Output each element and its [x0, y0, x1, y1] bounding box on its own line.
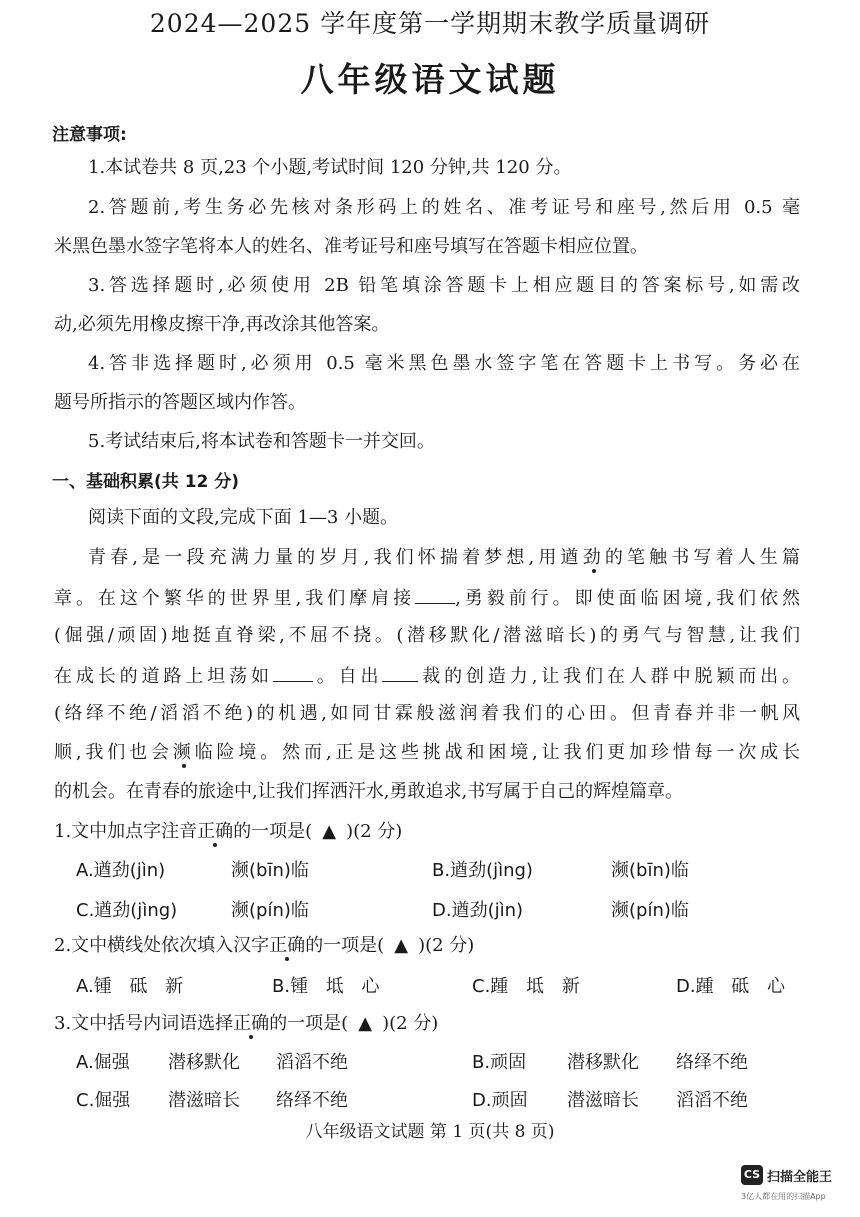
watermark-name: 扫描全能王 [767, 1170, 833, 1185]
q3-option-c-1: C.倔强 [76, 1090, 131, 1111]
q1-option-b: B.遒劲(jìng) [432, 860, 533, 881]
q3-option-c-3: 络绎不绝 [276, 1090, 348, 1111]
notice-item-4-cont: 题号所指示的答题区域内作答。 [54, 392, 306, 413]
q3-option-b-3: 络绎不绝 [676, 1052, 748, 1073]
q3-option-d-1: D.顽固 [472, 1090, 528, 1111]
q1-option-b-2: 濒(bīn)临 [611, 860, 689, 881]
q1-option-c-2: 濒(pín)临 [231, 900, 309, 921]
answer-mark: ▲ [358, 1013, 373, 1034]
notice-item-3: 3.答选择题时,必须使用 2B 铅笔填涂答题卡上相应题目的答案标号,如需改 [88, 275, 800, 296]
passage-line-4: 在成长的道路上坦荡如 。自出 裁的创造力,让我们在人群中脱颖而出。 [54, 663, 800, 689]
q1-option-a: A.遒劲(jìn) [76, 860, 166, 881]
notice-heading: 注意事项: [52, 125, 127, 145]
fill-blank-2 [273, 663, 313, 682]
q2-option-c: C.踵 坻 新 [472, 976, 580, 997]
answer-mark: ▲ [322, 821, 337, 842]
fill-blank-3 [382, 663, 418, 682]
scanner-watermark [741, 1165, 849, 1205]
question-1-stem: 1.文中加点字注音正确的一项是( ▲ )(2 分) [54, 821, 403, 842]
q2-option-b: B.锺 坻 心 [272, 976, 380, 997]
notice-item-2-cont: 米黑色墨水签字笔将本人的姓名、准考证号和座号填写在答题卡相应位置。 [54, 236, 648, 257]
passage-line-7: 的机会。在青春的旅途中,让我们挥洒汗水,勇敢追求,书写属于自己的辉煌篇章。 [54, 781, 684, 802]
watermark-tagline: 3亿人都在用的扫描App [741, 1192, 826, 1201]
section-intro: 阅读下面的文段,完成下面 1—3 小题。 [88, 507, 399, 528]
passage-line-5: (络绎不绝/滔滔不绝)的机遇,如同甘霖般滋润着我们的心田。但青春并非一帆风 [54, 703, 800, 724]
q3-option-d-2: 潜滋暗长 [567, 1090, 639, 1111]
q1-option-a-2: 濒(bīn)临 [231, 860, 309, 881]
section-heading: 一、基础积累(共 12 分) [52, 472, 240, 492]
q3-option-b-1: B.顽固 [472, 1052, 527, 1073]
notice-item-3-cont: 动,必须先用橡皮擦干净,再改涂其他答案。 [54, 314, 390, 335]
notice-item-4: 4.答非选择题时,必须用 0.5 毫米黑色墨水签字笔在答题卡上书写。务必在 [88, 353, 800, 374]
exam-title: 2024—2025 学年度第一学期期末教学质量调研 [149, 9, 711, 38]
q1-option-c: C.遒劲(jìng) [76, 900, 178, 921]
q3-option-d-3: 滔滔不绝 [676, 1090, 748, 1111]
passage-line-3: (倔强/顽固)地挺直脊梁,不屈不挠。(潜移默化/潜滋暗长)的勇气与智慧,让我们 [54, 625, 800, 646]
camscanner-logo-icon: CS [741, 1165, 763, 1185]
q1-option-d-2: 濒(pín)临 [611, 900, 689, 921]
passage-line-6: 顺,我们也会濒临险境。然而,正是这些挑战和困境,让我们更加珍惜每一次成长 [54, 742, 800, 763]
notice-item-2: 2.答题前,考生务必先核对条形码上的姓名、准考证号和座号,然后用 0.5 毫 [88, 197, 800, 218]
fill-blank-1 [415, 585, 455, 604]
question-3-stem: 3.文中括号内词语选择正确的一项是( ▲ )(2 分) [54, 1013, 439, 1034]
notice-item-5: 5.考试结束后,将本试卷和答题卡一并交回。 [88, 431, 435, 452]
passage-line-1: 青春,是一段充满力量的岁月,我们怀揣着梦想,用遒劲的笔触书写着人生篇 [88, 547, 801, 568]
exam-subtitle: 八年级语文试题 [300, 60, 560, 99]
question-2-stem: 2.文中横线处依次填入汉字正确的一项是( ▲ )(2 分) [54, 935, 475, 956]
q2-option-d: D.踵 砥 心 [676, 976, 786, 997]
q3-option-a-1: A.倔强 [76, 1052, 130, 1073]
q2-option-a: A.锺 砥 新 [76, 976, 184, 997]
passage-line-2: 章。在这个繁华的世界里,我们摩肩接 ,勇毅前行。即使面临困境,我们依然 [54, 585, 800, 611]
q1-option-d: D.遒劲(jìn) [432, 900, 524, 921]
q3-option-a-3: 滔滔不绝 [276, 1052, 348, 1073]
notice-item-1: 1.本试卷共 8 页,23 个小题,考试时间 120 分钟,共 120 分。 [88, 157, 572, 178]
page-footer: 八年级语文试题 第 1 页(共 8 页) [305, 1122, 555, 1142]
q3-option-b-2: 潜移默化 [567, 1052, 639, 1073]
q3-option-a-2: 潜移默化 [168, 1052, 240, 1073]
q3-option-c-2: 潜滋暗长 [168, 1090, 240, 1111]
answer-mark: ▲ [394, 935, 409, 956]
